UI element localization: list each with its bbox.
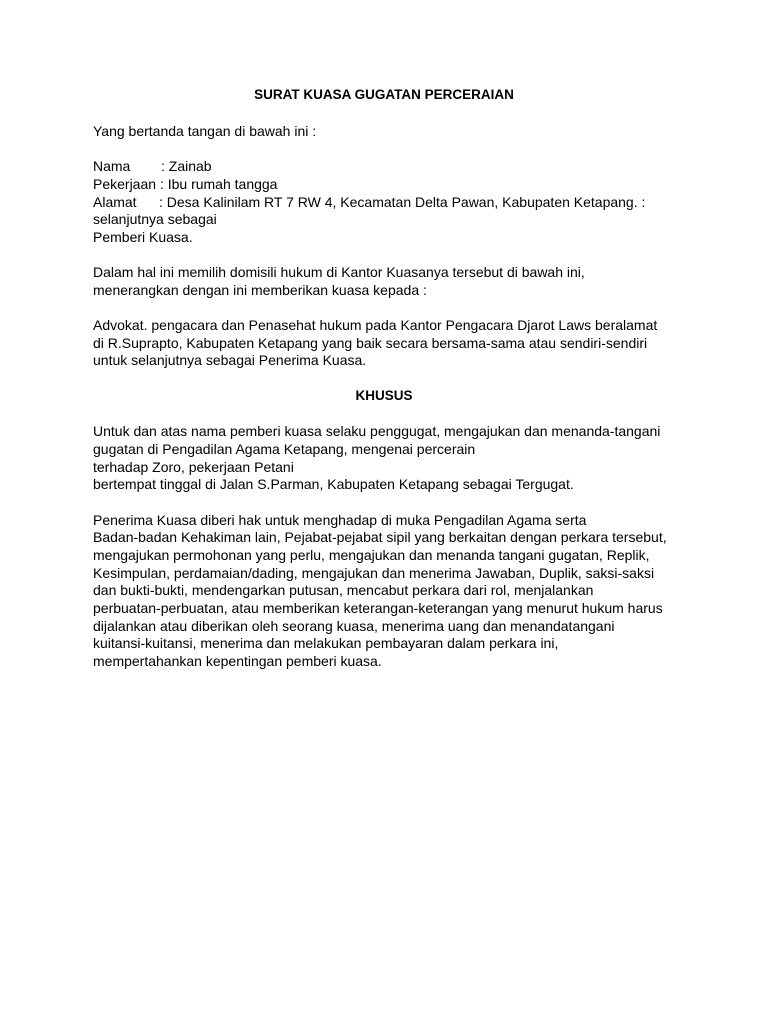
special-line: bertempat tinggal di Jalan S.Parman, Kabupaten Ketapang sebagai Tergugat. <box>93 476 574 492</box>
advocate-line: di R.Suprapto, Kabupaten Ketapang yang baik secara bersama-sama atau sendiri-sendiri <box>93 335 648 351</box>
rights-line: kuitansi-kuitansi, menerima dan melakukan pembayaran dalam perkara ini, <box>93 635 559 651</box>
special-line: terhadap Zoro, pekerjaan Petani <box>93 459 294 475</box>
job-label: Pekerjaan <box>93 176 157 192</box>
rights-line: Penerima Kuasa diberi hak untuk menghadap di muka Pengadilan Agama serta <box>93 512 587 528</box>
identity-name-row <box>93 157 212 175</box>
job-value: : Ibu rumah tangga <box>159 176 278 192</box>
address-continuation: selanjutnya sebagai <box>93 211 217 227</box>
domicile-line: Dalam hal ini memilih domisili hukum di Kantor Kuasanya tersebut di bawah ini, <box>93 264 585 280</box>
rights-line: perbuatan-perbuatan, atau memberikan keterangan-keterangan yang menurut hukum harus <box>93 600 663 616</box>
rights-line: Badan-badan Kehakiman lain, Pejabat-pejabat sipil yang berkaitan dengan perkara tersebut, <box>93 529 667 545</box>
address-value: : Desa Kalinilam RT 7 RW 4, Kecamatan Delta Pawan, Kabupaten Ketapang. : <box>159 194 646 210</box>
domicile-line: menerangkan dengan ini memberikan kuasa kepada : <box>93 282 427 298</box>
grantor-role: Pemberi Kuasa. <box>93 229 193 245</box>
rights-line: Kesimpulan, perdamaian/dading, mengajukan dan menerima Jawaban, Duplik, saksi-saksi <box>93 565 655 581</box>
special-line: Untuk dan atas nama pemberi kuasa selaku penggugat, mengajukan dan menanda-tangani <box>93 423 661 439</box>
rights-line: dan bukti-bukti, mendengarkan putusan, mencabut perkara dari rol, menjalankan <box>93 582 594 598</box>
rights-line: mengajukan permohonan yang perlu, mengajukan dan menanda tangani gugatan, Replik, <box>93 547 650 563</box>
rights-line: mempertahankan kepentingan pemberi kuasa. <box>93 653 382 669</box>
intro-line: Yang bertanda tangan di bawah ini : <box>93 123 317 139</box>
advocate-line: untuk selanjutnya sebagai Penerima Kuasa. <box>93 352 367 368</box>
document-title: SURAT KUASA GUGATAN PERCERAIAN <box>254 87 514 102</box>
address-label: Alamat <box>93 194 137 210</box>
name-value: : Zainab <box>161 158 212 174</box>
rights-line: dijalankan atau diberikan oleh seorang kuasa, menerima uang dan menandatangani <box>93 618 615 634</box>
advocate-line: Advokat. pengacara dan Penasehat hukum pada Kantor Pengacara Djarot Laws beralamat <box>93 317 658 333</box>
section-heading-khusus: KHUSUS <box>355 388 413 403</box>
name-label: Nama <box>93 158 131 174</box>
identity-address-row <box>93 193 645 211</box>
identity-job-row <box>93 175 277 193</box>
special-line: gugatan di Pengadilan Agama Ketapang, mengenai percerain <box>93 441 476 457</box>
